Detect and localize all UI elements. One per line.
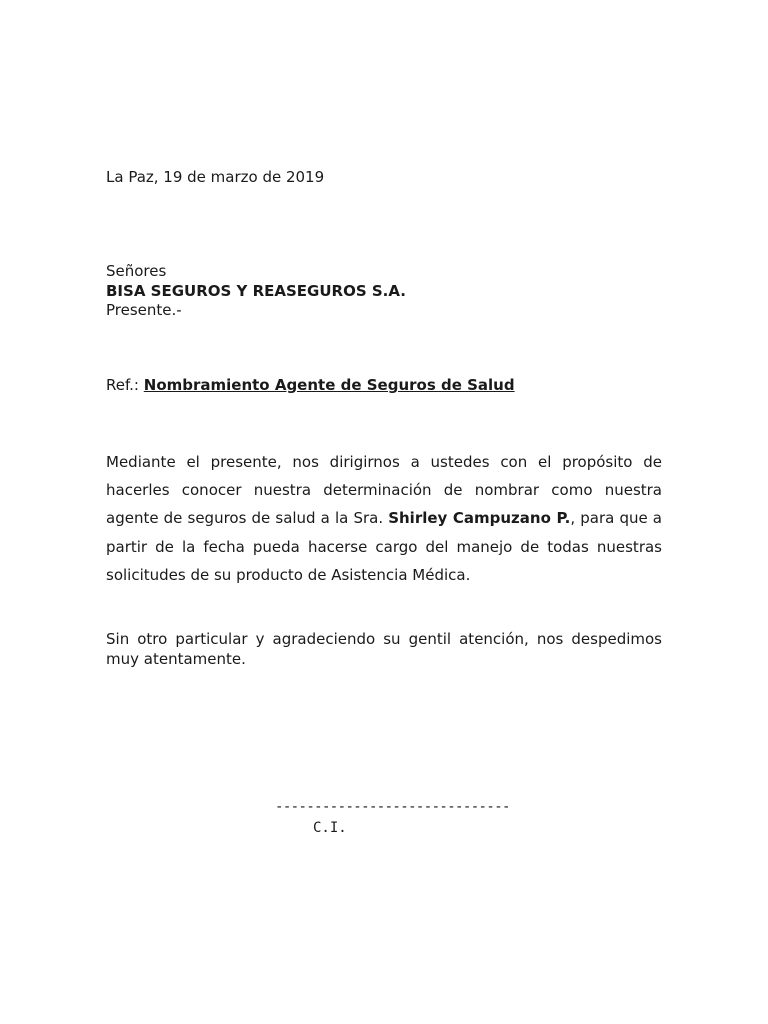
- signature-ci-label: C.I.: [313, 820, 347, 836]
- agent-name: Shirley Campuzano P.: [388, 509, 571, 528]
- body-text-part2: , para que a partir de la fecha pueda hacerse cargo del manejo de todas nuestras solicitudes de su producto de Asistencia Médica.: [106, 509, 662, 584]
- letter-date: La Paz, 19 de marzo de 2019: [106, 168, 325, 186]
- reference-line: [106, 375, 515, 395]
- signature-line: ------------------------------: [275, 799, 510, 815]
- ref-subject: Nombramiento Agente de Seguros de Salud: [143, 376, 515, 394]
- recipient-block: [106, 262, 406, 321]
- body-text-part1: Mediante el presente, nos dirigirnos a ustedes con el propósito de hacerles conocer nuestra determinación de nombrar como nuestra agente de seguros de salud a la Sra.: [106, 453, 662, 528]
- ref-label: Ref.:: [106, 376, 144, 394]
- recipient-salutation: Señores: [106, 262, 167, 280]
- body-paragraph: [106, 448, 662, 589]
- recipient-presente: Presente.-: [106, 301, 182, 319]
- closing-paragraph: Sin otro particular y agradeciendo su gentil atención, nos despedimos muy atentamente.: [106, 630, 662, 668]
- recipient-company: BISA SEGUROS Y REASEGUROS S.A.: [106, 281, 406, 300]
